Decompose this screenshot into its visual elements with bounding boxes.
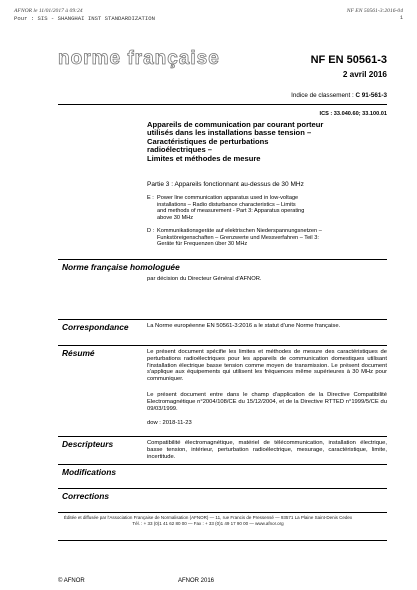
divider-corrections: [58, 488, 387, 489]
title-line: utilisés dans les installations basse tension –: [147, 128, 312, 138]
standard-code: NF EN 50561-3: [310, 54, 387, 66]
header-reference: [347, 8, 403, 22]
norme-francaise-logo: norme française: [58, 48, 220, 69]
resume-dow: dow : 2018-11-23: [147, 420, 192, 426]
english-title: [147, 195, 389, 222]
standard-date: 2 avril 2016: [342, 70, 387, 79]
divider-resume: [58, 345, 387, 346]
divider-bottom: [58, 540, 387, 541]
translation-line: Power line communication apparatus used in low-voltage: [157, 195, 299, 201]
classement-index: [291, 92, 387, 99]
section-heading-descripteurs: Descripteurs: [62, 439, 114, 449]
language-code: D :: [147, 228, 155, 234]
homologuee-text: par décision du Directeur Général d'AFNOR.: [147, 276, 262, 282]
publisher-address: Éditée et diffusée par l'Association Française de Normalisation (AFNOR) — 11, rue Francis de Pressensé — 93571 La Plaine Saint-Denis Cedex: [63, 515, 353, 520]
language-code: E :: [147, 195, 154, 201]
title-line: Limites et méthodes de mesure: [147, 153, 261, 163]
translation-line: Geräte für Frequenzen über 30 MHz: [157, 241, 248, 248]
divider-top: [58, 104, 387, 105]
copyright-year: AFNOR 2016: [178, 578, 215, 584]
classement-value: C 91-561-3: [355, 92, 387, 99]
resume-paragraph-2: Le présent document entre dans le champ d'application de la Directive Compatibilité Electromagnétique n°2004/108/CE du 15/12/2004, et de la Directive RTTED n°1999/5/CE du 09/03/1999.: [147, 392, 387, 412]
pour-line: Pour : SIS - SHANGHAI INST STANDARDIZATION: [14, 15, 155, 22]
descripteurs-text: Compatibilité électromagnétique, matériel de télécommunication, installation électrique, basse tension, intérieur, perturbation radioélectrique, mesurage, caractéristique, limite, incertitude.: [147, 440, 387, 460]
copyright-notice: © AFNOR: [58, 578, 85, 584]
german-title: [147, 228, 389, 248]
divider-footer: [58, 512, 387, 513]
divider-descripteurs: [58, 436, 387, 437]
resume-paragraph-1: Le présent document spécifie les limites et méthodes de mesure des caractéristiques de perturbations radioélectriques pour les appareils de communication domestiques utilisant l'installation électrique basse tension comme moyen de transmission. Le présent document s'applique aux équipements qui utilisent les fréquences même supérieures à 30 MHz pour communiquer.: [147, 349, 387, 383]
divider-modifications: [58, 464, 387, 465]
download-stamp: [14, 8, 155, 22]
section-heading-correspondance: Correspondance: [62, 322, 129, 332]
section-heading-corrections: Corrections: [62, 491, 110, 501]
translation-line: above 30 MHz: [157, 215, 194, 222]
correspondance-text: La Norme européenne EN 50561-3:2016 a le statut d'une Norme française.: [147, 323, 341, 329]
document-subtitle: Partie 3 : Appareils fonctionnant au-dessus de 30 MHz: [147, 181, 304, 188]
watermark-line: AFNOR le 11/01/2017 à 09:24: [14, 8, 83, 14]
publisher-info: [58, 515, 358, 527]
section-heading-homologuee: Norme française homologuée: [62, 262, 180, 272]
translation-line: and methods of measurement - Part 3: Apparatus operating: [157, 208, 305, 215]
header-page-number: 1: [399, 15, 403, 21]
translation-line: Funkstöreigenschaften – Grenzwerte und Messverfahren – Teil 3:: [157, 234, 319, 241]
translation-line: installations – Radio disturbance characteristics – Limits: [157, 201, 296, 208]
title-line: Appareils de communication par courant porteur: [147, 120, 324, 129]
classement-label: Indice de classement :: [291, 92, 356, 99]
section-heading-modifications: Modifications: [62, 467, 116, 477]
divider-after-titles: [58, 259, 387, 260]
title-line: Caractéristiques de perturbations: [147, 136, 269, 146]
ics-codes: ICS : 33.040.60; 33.100.01: [319, 111, 387, 117]
divider-correspondance: [58, 319, 387, 320]
section-heading-resume: Résumé: [62, 348, 95, 358]
publisher-contact: Tél. : + 33 (0)1 41 62 80 00 — Fax : + 33 (0)1 49 17 90 00 — www.afnor.org: [132, 521, 284, 526]
translation-line: Kommunikationsgeräte auf elektrischen Niederspannungsnetzen –: [157, 228, 322, 234]
title-line: radioélectriques –: [147, 145, 212, 155]
document-title: [147, 121, 387, 163]
header-ref-code: NF EN 50561-3:2016-04: [346, 8, 403, 14]
